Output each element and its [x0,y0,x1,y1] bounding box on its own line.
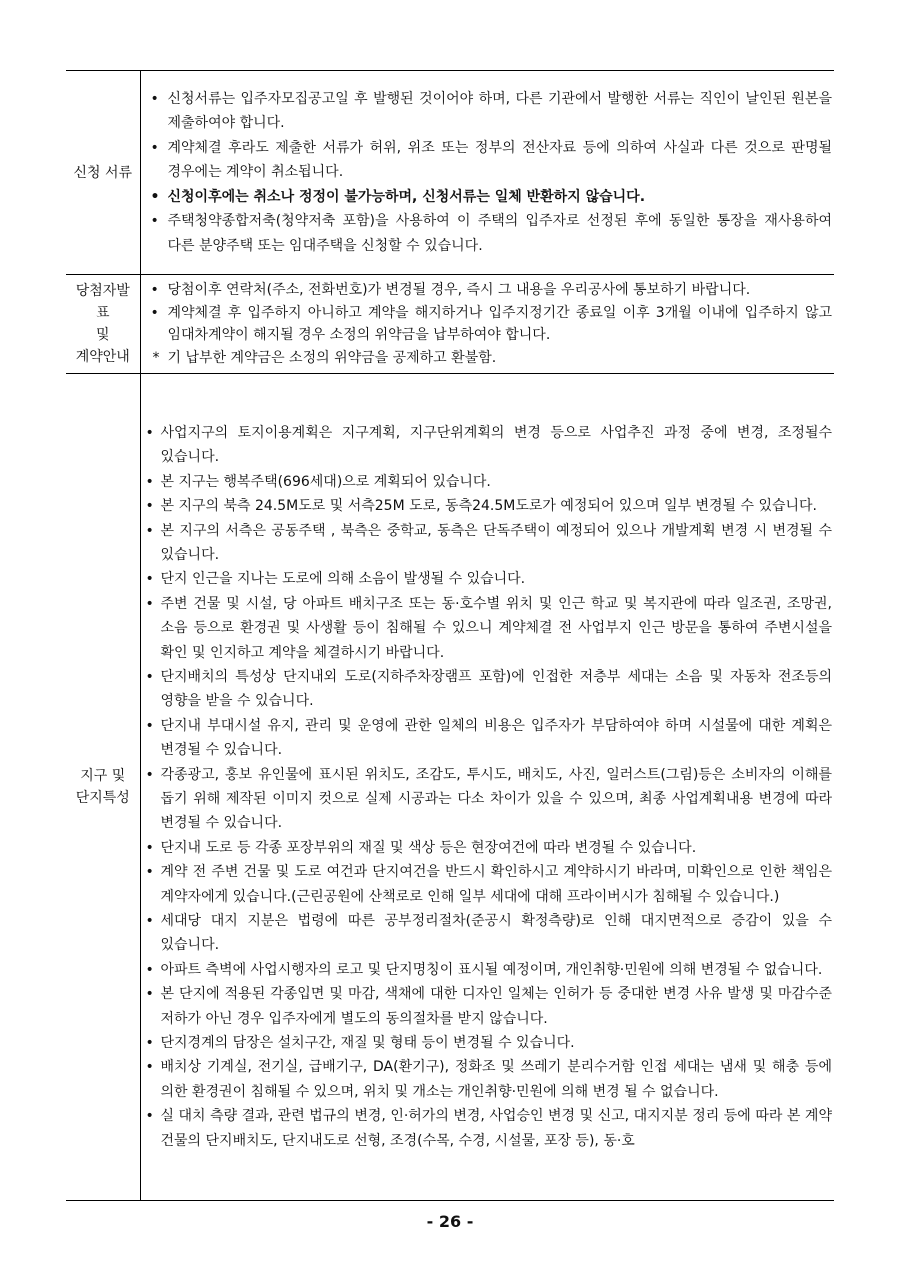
list-item: • 단지배치의 특성상 단지내외 도로(지하주차장램프 포함)에 인접한 저층부 세대는 소음 및 자동차 전조등의 영향을 받을 수 있습니다. [146,665,833,714]
bullet-list [146,87,833,259]
list-item: • 계약 전 주변 건물 및 도로 여건과 단지여건을 반드시 확인하시고 계약하시기 바라며, 미확인으로 인한 책임은 계약자에게 있습니다.(근린공원에 산책로로 인해 일부 세대에 대해 프라이버시가 침해될 수 있습니다.) [146,860,833,909]
label-line: 당첨자발 [75,283,130,299]
list-item: • 당첨이후 연락처(주소, 전화번호)가 변경될 경우, 즉시 그 내용을 우리공사에 통보하기 바랍니다. [146,279,833,302]
label-line: 신청 서류 [73,164,133,181]
section-district-features [66,374,834,1201]
section-label [66,374,140,1201]
list-item: • 실 대치 측량 결과, 관련 법규의 변경, 인·허가의 변경, 사업승인 변경 및 신고, 대지지분 정리 등에 따라 본 계약 건물의 단지배치도, 단지내도로 선형, 조경(수목, 수경, 시설물, 포장 등), 동·호 [146,1104,833,1153]
note-item [146,347,833,370]
list-item: • 계약체결 후 입주하지 아니하고 계약을 해지하거나 입주지정기간 종료일 이후 3개월 이내에 입주하지 않고 임대차계약이 해지될 경우 소정의 위약금을 납부하여야 합니다. [146,302,833,347]
list-item: • 배치상 기계실, 전기실, 급배기구, DA(환기구), 정화조 및 쓰레기 분리수거함 인접 세대는 냄새 및 해충 등에 의한 환경권이 침해될 수 있으며, 위치 및 개소는 개인취향·민원에 의해 변경 될 수 없습니다. [146,1055,833,1104]
list-item: • 계약체결 후라도 제출한 서류가 허위, 위조 또는 정부의 전산자료 등에 의하여 사실과 다른 것으로 판명될 경우에는 계약이 취소됩니다. [146,136,833,185]
note-text: 기 납부한 계약금은 소정의 위약금을 공제하고 환불함. [167,349,497,366]
section-application-docs [66,71,834,275]
list-item: • 본 지구의 북측 24.5M도로 및 서측25M 도로, 동측24.5M도로가 예정되어 있으며 일부 변경될 수 있습니다. [146,494,833,518]
notice-table [66,70,834,1201]
list-item: • 본 지구는 행복주택(696세대)으로 계획되어 있습니다. [146,470,833,494]
list-item: • 신청이후에는 취소나 정정이 불가능하며, 신청서류는 일체 반환하지 않습니다. [146,185,833,210]
section-label [66,71,140,275]
list-item: • 주변 건물 및 시설, 당 아파트 배치구조 또는 동·호수별 위치 및 인근 학교 및 복지관에 따라 일조권, 조망권, 소음 등으로 환경권 및 사생활 등이 침해될 수 있으니 계약체결 전 사업부지 인근 방문을 통하여 주변시설을 확인 및 인지하고 계약을 체결하시기 바랍니다. [146,592,833,665]
label-line: 단지특성 [75,790,130,806]
page-number: - 26 - [426,1212,474,1231]
label-line: 표 [95,305,110,321]
list-item: • 본 단지에 적용된 각종입면 및 마감, 색채에 대한 디자인 일체는 인허가 등 중대한 변경 사유 발생 및 마감수준 저하가 아닌 경우 입주자에게 별도의 동의절차를 받지 않습니다. [146,982,833,1031]
document-page [66,70,834,1201]
section-winner-contract [66,275,834,374]
label-line: 계약안내 [75,349,130,365]
bullet-list [146,279,833,369]
list-item: • 단지내 도로 등 각종 포장부위의 재질 및 색상 등은 현장여건에 따라 변경될 수 있습니다. [146,836,833,860]
note-mark: * [152,349,160,366]
section-body [140,71,834,275]
list-item: • 단지 인근을 지나는 도로에 의해 소음이 발생될 수 있습니다. [146,567,833,591]
bullet-list [146,421,833,1153]
list-item: • 세대당 대지 지분은 법령에 따른 공부정리절차(준공시 확정측량)로 인해 대지면적으로 증감이 있을 수 있습니다. [146,909,833,958]
section-body [140,275,834,374]
list-item: • 각종광고, 홍보 유인물에 표시된 위치도, 조감도, 투시도, 배치도, 사진, 일러스트(그림)등은 소비자의 이해를 돕기 위해 제작된 이미지 컷으로 실제 시공과는 다소 차이가 있을 수 있으며, 최종 사업계획내용 변경에 따라 변경될 수 있습니다. [146,763,833,836]
list-item: • 신청서류는 입주자모집공고일 후 발행된 것이어야 하며, 다른 기관에서 발행한 서류는 직인이 날인된 원본을 제출하여야 합니다. [146,87,833,136]
list-item: • 본 지구의 서측은 공동주택 , 북측은 중학교, 동측은 단독주택이 예정되어 있으나 개발계획 변경 시 변경될 수 있습니다. [146,519,833,568]
list-item: • 사업지구의 토지이용계획은 지구계획, 지구단위계획의 변경 등으로 사업추진 과정 중에 변경, 조정될수 있습니다. [146,421,833,470]
list-item: • 아파트 측벽에 사업시행자의 로고 및 단지명칭이 표시될 예정이며, 개인취향·민원에 의해 변경될 수 없습니다. [146,958,833,982]
list-item: • 단지내 부대시설 유지, 관리 및 운영에 관한 일체의 비용은 입주자가 부담하여야 하며 시설물에 대한 계획은 변경될 수 있습니다. [146,714,833,763]
label-line: 지구 및 [80,768,126,784]
section-label [66,275,140,374]
list-item: • 주택청약종합저축(청약저축 포함)을 사용하여 이 주택의 입주자로 선정된 후에 동일한 통장을 재사용하여 다른 분양주택 또는 임대주택을 신청할 수 있습니다. [146,209,833,258]
list-item: • 단지경계의 담장은 설치구간, 재질 및 형태 등이 변경될 수 있습니다. [146,1031,833,1055]
section-body [140,374,834,1201]
label-line: 및 [95,327,110,343]
